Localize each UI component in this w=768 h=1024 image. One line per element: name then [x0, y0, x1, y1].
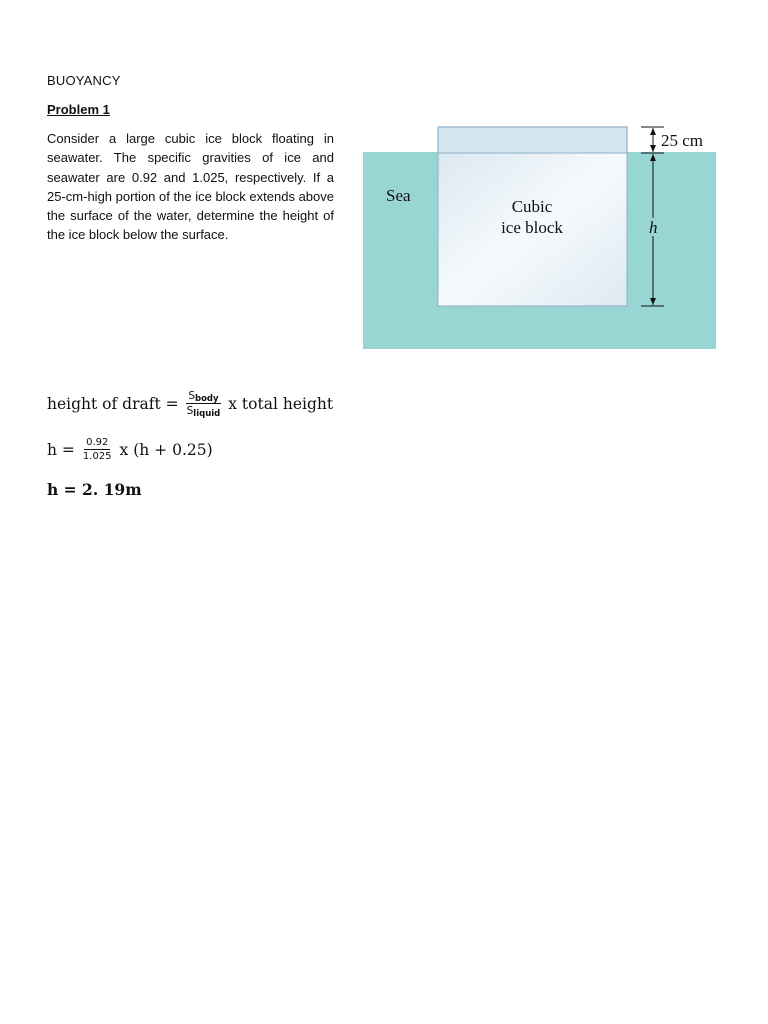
ice-block-above-water — [438, 127, 627, 153]
sea-label: Sea — [386, 186, 411, 205]
dimension-h-label: h — [649, 218, 658, 237]
dimension-25cm-label: 25 cm — [661, 131, 704, 150]
draft-equation-rhs: x total height — [228, 394, 334, 413]
document-heading: BUOYANCY — [47, 73, 121, 88]
buoyancy-figure — [0, 0, 768, 360]
gravity-numerator: 0.92 — [86, 437, 109, 448]
specific-gravity-ratio — [185, 390, 223, 417]
arrow-head-icon — [650, 128, 656, 135]
ice-block-label-line2: ice block — [501, 218, 563, 237]
numerator-symbol: S — [188, 390, 195, 402]
substitution-rhs: x (h + 0.25) — [119, 440, 213, 459]
denominator-subscript: liquid — [193, 409, 221, 419]
problem-statement: Consider a large cubic ice block floating in seawater. The specific gravities of ice and seawater are 0.92 and 1.025, respectively. If a 25-cm-high portion of the ice block extends above the surface of the water, determine the height of the ice block below the surface. — [47, 131, 334, 243]
denominator-symbol: S — [186, 405, 194, 417]
result-equation: h = 2. 19m — [47, 480, 142, 499]
arrow-head-icon — [650, 145, 656, 152]
gravity-denominator: 1.025 — [82, 451, 112, 462]
ice-block-label-line1: Cubic — [511, 197, 553, 216]
numerator-subscript: body — [195, 394, 219, 404]
draft-equation — [47, 390, 333, 417]
substitution-equation — [47, 437, 213, 462]
draft-equation-lhs: height of draft = — [47, 394, 179, 413]
substitution-lhs: h = — [47, 440, 75, 459]
problem-title: Problem 1 — [47, 102, 110, 117]
gravity-fraction — [81, 437, 114, 462]
